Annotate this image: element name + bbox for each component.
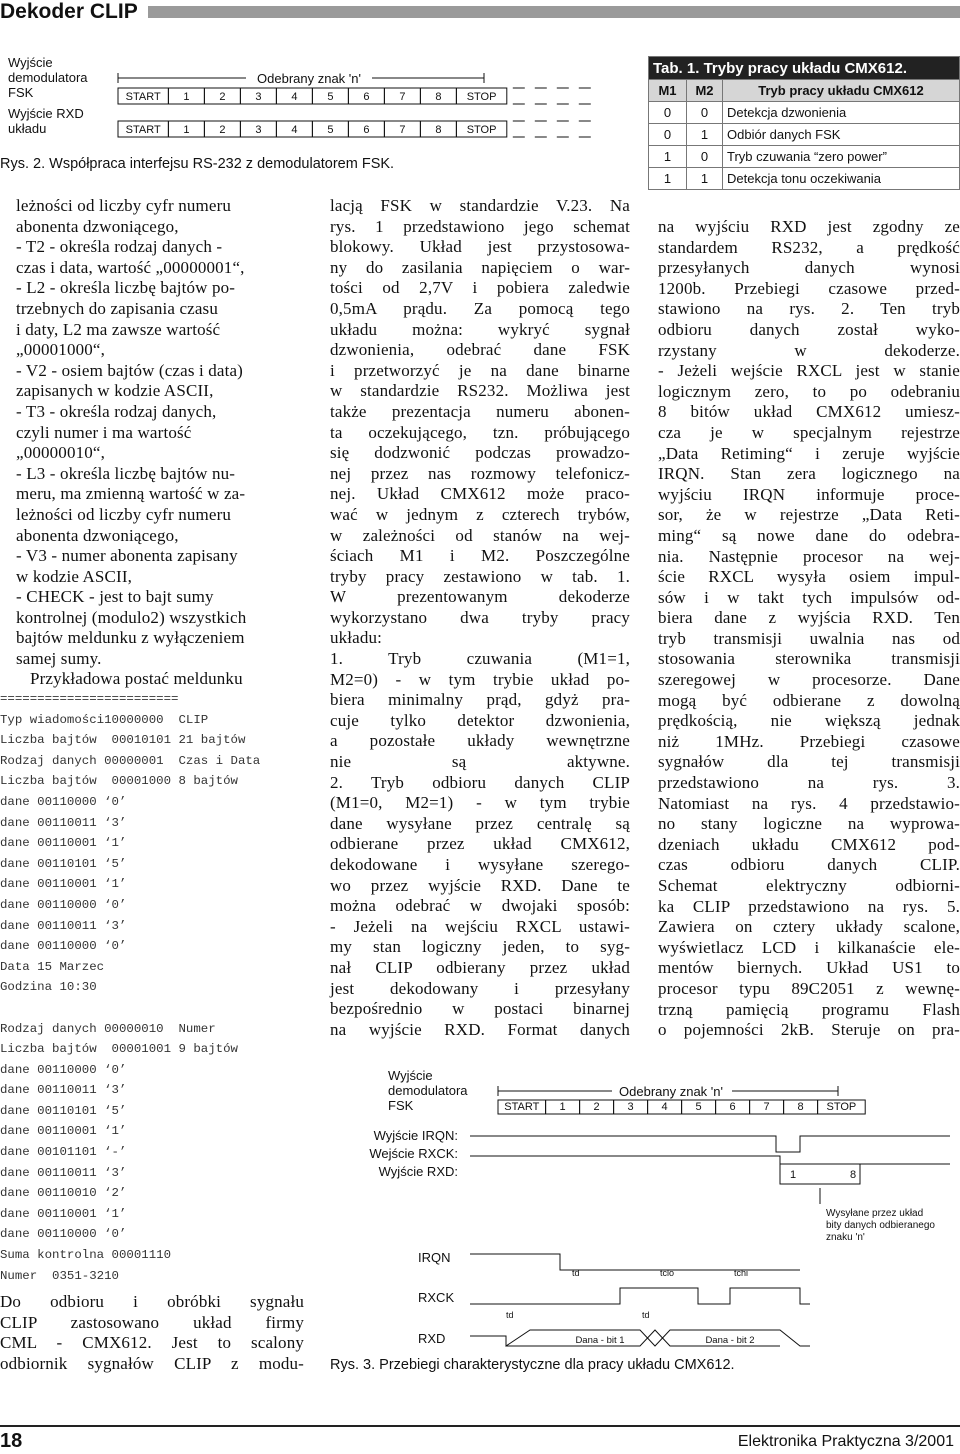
bit-cell-label: 7 xyxy=(399,91,406,103)
text-line: a pozostałe układy wewnętrzne xyxy=(330,731,630,751)
listing-line: Numer 0351-3210 xyxy=(0,1268,119,1283)
text-line: w zależności od stanów na wej- xyxy=(330,525,630,545)
bit-cell-label: 6 xyxy=(363,91,370,103)
text-line: nej przez nas rozmowy telefonicz- xyxy=(330,463,630,483)
listing-line: dane 00110000 ‘0’ xyxy=(0,1062,127,1077)
fig3-timing-rxck: RXCK xyxy=(418,1290,455,1305)
bit-cell-label: 6 xyxy=(729,1101,736,1113)
text-line: sów i w takt tych impulsów od- xyxy=(658,587,960,607)
fig3-label-demod-2: demodulatora xyxy=(388,1083,468,1098)
fig3-label-demod-3: FSK xyxy=(388,1098,414,1113)
text-line: zapisanych w kodzie ASCII, xyxy=(16,381,214,401)
text-line: leżności od liczby cyfr numeru xyxy=(16,504,232,524)
bit-cell-label: 5 xyxy=(327,124,334,136)
fig3-timing-irqn: IRQN xyxy=(418,1250,451,1265)
text-line: - V3 - numer abonenta zapisany xyxy=(16,546,238,566)
fig3-wave-rxck xyxy=(470,1156,950,1164)
fig3-sig-rxck: Wejście RXCK: xyxy=(369,1146,458,1161)
text-line: także prezentacja numeru abonen- xyxy=(330,401,630,421)
text-line: nie są aktywne. xyxy=(330,752,630,772)
text-line: - CHECK - jest to bajt sumy xyxy=(16,587,214,607)
text-line: 1200b. Przebiegi czasowe przed- xyxy=(658,278,960,298)
text-line: - L2 - określa liczbę bajtów po- xyxy=(16,278,236,298)
text-line: - T2 - określa rodzaj danych - xyxy=(16,237,223,257)
text-line: tryb transmisji uwalnia nas od xyxy=(658,628,960,648)
text-line: ny do zasilania napięciem o war- xyxy=(330,257,630,277)
fig2-caption: Rys. 2. Współpraca interfejsu RS-232 z demodulatorem FSK. xyxy=(0,156,395,172)
table-cell: 1 xyxy=(649,146,687,168)
text-line: Do odbioru i obróbki sygnału xyxy=(0,1292,304,1311)
bit-cell-label: 3 xyxy=(255,124,262,136)
text-line: „Data Retiming“ i zeruje wyjście xyxy=(658,443,960,463)
text-line: nał CLIP odbierany przez układ xyxy=(330,957,630,977)
fig3-timing-rxd: RXD xyxy=(418,1331,446,1346)
text-line: samej sumy. xyxy=(16,649,102,669)
table-1-caption: Tab. 1. Tryby pracy układu CMX612. xyxy=(649,57,960,80)
text-line: 1. Tryb czuwania (M1=1, xyxy=(330,649,630,669)
bit-cell-label: 2 xyxy=(219,124,226,136)
text-line: wyświetlacz LCD i kilkanaście ele- xyxy=(658,937,960,957)
text-line: na wyjście RXD. Format danych xyxy=(330,1019,630,1039)
listing-line: dane 00110011 ‘3’ xyxy=(0,815,127,830)
text-line: my stan logiczny jeden, to syg- xyxy=(330,937,630,957)
fig2-label-demod-1: Wyjście xyxy=(8,55,53,70)
table-cell: 0 xyxy=(687,102,723,124)
bit-cell-label: 7 xyxy=(399,124,406,136)
text-line: standardem RS232, a prędkość xyxy=(658,237,960,257)
listing-line xyxy=(0,998,320,1019)
text-line: procesor typu 89C2051 z wewnę- xyxy=(658,978,960,998)
fig3-rxd-bit-8: 8 xyxy=(850,1169,857,1181)
table-row xyxy=(649,124,960,146)
text-line: tości od 2,7V i pobiera zaledwie xyxy=(330,278,630,298)
fig3-row-demod xyxy=(498,1100,865,1114)
bit-cell-label: 1 xyxy=(183,91,190,103)
page-header-title: Dekoder CLIP xyxy=(0,0,138,23)
text-line: Natomiast na rys. 4 przedstawio- xyxy=(658,793,960,813)
fig3-note-1: Wysyłane przez układ xyxy=(826,1208,924,1219)
bit-cell-label: 2 xyxy=(219,91,226,103)
text-line: układu: xyxy=(330,628,383,648)
listing-line: dane 00110000 ‘0’ xyxy=(0,794,127,809)
text-line: stosowania sterownika transmisji xyxy=(658,649,960,669)
fig2-label-rxd-1: Wyjście RXD xyxy=(8,106,84,121)
text-line: odbierane przez układ CMX612, xyxy=(330,834,630,854)
text-line: CML - CMX612. Jest to scalony xyxy=(0,1333,304,1353)
text-line: tryby pracy zestawiono w tab. 1. xyxy=(330,566,630,586)
message-listing xyxy=(0,689,320,1286)
text-line: ście RXCL wysyła osiem impul- xyxy=(658,567,960,587)
text-line: Zawiera on cztery układy scalone, xyxy=(658,917,960,937)
text-line: bajtów meldunku z wyłączeniem xyxy=(16,628,245,648)
text-line: wać w jednym z czterech trybów, xyxy=(330,504,630,524)
text-line: stawiono na rys. 2. Ten tryb xyxy=(658,299,960,319)
text-line: M2=0) - w tym trybie układ po- xyxy=(330,669,630,689)
text-line: dane wysyłane przez centralę są xyxy=(330,813,630,833)
listing-line: Typ wiadomości10000000 CLIP xyxy=(0,712,209,727)
text-line: meru, ma zmienną wartość w za- xyxy=(16,484,246,504)
bit-cell-label: 4 xyxy=(661,1101,668,1113)
text-line: wykorzystano dwa tryby pracy xyxy=(330,607,630,627)
text-line: ka CLIP przedstawiono na rys. 5. xyxy=(658,896,960,916)
text-line: przesyłanych danych wynosi xyxy=(658,258,960,278)
fig2-label-rxd-2: układu xyxy=(8,121,47,136)
table-1-header-mode: Tryb pracy układu CMX612 xyxy=(723,80,960,102)
table-cell: 1 xyxy=(649,168,687,190)
text-line: przedstawiono na rys. 3. xyxy=(658,773,960,793)
fig2-label-demod-2: demodulatora xyxy=(8,70,88,85)
text-line: logicznym zero, to po odebraniu xyxy=(658,381,960,401)
text-line: czas i data, wartość „00000001“, xyxy=(16,257,245,277)
text-line: trzną pamięcią programu Flash xyxy=(658,999,960,1019)
bit-cell-label: 7 xyxy=(763,1101,770,1113)
text-line: CLIP zastosowano układ firmy xyxy=(0,1312,304,1332)
text-line: 0,5mA prądu. Za pomocą tego xyxy=(330,298,630,318)
table-cell: 1 xyxy=(687,168,723,190)
fig3-wave-irqn xyxy=(470,1136,950,1152)
text-line: niż 1MHz. Przebiegi czasowe xyxy=(658,731,960,751)
listing-line: Suma kontrolna 00001110 xyxy=(0,1248,172,1263)
listing-line: dane 00110001 ‘1’ xyxy=(0,1206,127,1221)
text-column-3 xyxy=(658,217,960,1041)
text-line: się dodzwonić podczas prowadzo- xyxy=(330,443,630,463)
listing-line: Rodzaj danych 00000010 Numer xyxy=(0,1021,216,1036)
text-line: prędkością, nie większą jednak xyxy=(658,711,960,731)
header-bar xyxy=(148,6,960,18)
listing-line: dane 00110101 ‘5’ xyxy=(0,1103,127,1118)
text-line: abonenta dzwoniącego, xyxy=(16,525,179,545)
figure-2-diagram xyxy=(0,40,600,180)
bit-cell-label: 2 xyxy=(593,1101,600,1113)
listing-line: dane 00110101 ‘5’ xyxy=(0,856,127,871)
text-line: - V2 - osiem bajtów (czas i data) xyxy=(16,360,243,380)
text-line: nia. Następnie procesor na wej- xyxy=(658,546,960,566)
text-line: wyjściu IRQN informuje proce- xyxy=(658,484,960,504)
fig3-t-tclo: tclo xyxy=(660,1268,675,1278)
text-line: ta oczekującego, tzn. próbującego xyxy=(330,422,630,442)
fig3-frame-title: Odebrany znak 'n' xyxy=(619,1084,723,1099)
bit-cell-label: 4 xyxy=(291,91,298,103)
text-line: abonenta dzwoniącego, xyxy=(16,216,179,236)
text-line: Schemat elektryczny odbiorni- xyxy=(658,876,960,895)
table-cell: 1 xyxy=(687,124,723,146)
text-line: na wyjściu RXD jest zgodny ze xyxy=(658,217,960,236)
fig3-sig-irqn: Wyjście IRQN: xyxy=(373,1128,458,1143)
fig3-t-td2: td xyxy=(506,1310,514,1320)
bit-cell-label: 1 xyxy=(183,124,190,136)
fig3-label-demod-1: Wyjście xyxy=(388,1068,433,1083)
listing-line: dane 00110010 ‘2’ xyxy=(0,1186,127,1201)
listing-line: Data 15 Marzec xyxy=(0,959,105,974)
fig3-timing-wave-irqn xyxy=(470,1254,800,1270)
fig3-rxd-bit-1: 1 xyxy=(790,1169,797,1181)
fig3-bit-2: Dana - bit 2 xyxy=(705,1335,755,1346)
bit-cell-label: 6 xyxy=(363,124,370,136)
text-line: bezpośrednio w postaci binarnej xyxy=(330,999,630,1019)
text-line: 2. Tryb odbioru danych CLIP xyxy=(330,772,630,792)
bit-cell-label: 3 xyxy=(627,1101,634,1113)
text-column-1 xyxy=(16,196,306,670)
text-line: rzystany w dekoderze. xyxy=(658,340,960,360)
text-line: ściach M1 i M2. Poszczególne xyxy=(330,546,630,566)
bit-cell-label: STOP xyxy=(466,124,497,136)
text-line: lacją FSK w standardzie V.23. Na xyxy=(330,196,630,215)
bit-cell-label: START xyxy=(125,91,161,103)
text-line: kontrolnej (modulo2) wszystkich xyxy=(16,607,247,627)
fig3-note-3: znaku 'n' xyxy=(826,1232,865,1243)
text-line: - L3 - określa liczbę bajtów nu- xyxy=(16,463,236,483)
text-line: w kodzie ASCII, xyxy=(16,566,133,586)
listing-line: dane 00110001 ‘1’ xyxy=(0,877,127,892)
text-column-2 xyxy=(330,196,630,1040)
table-cell: 0 xyxy=(649,102,687,124)
text-column-1-tail xyxy=(0,1292,304,1374)
text-line: układu można: wykryć sygnał xyxy=(330,319,630,339)
table-cell: Detekcja dzwonienia xyxy=(723,102,960,124)
text-line: „00000010“, xyxy=(16,443,105,463)
text-line: - T3 - określa rodzaj danych, xyxy=(16,401,217,421)
bit-cell-label: 3 xyxy=(255,91,262,103)
text-line: odbiornik sygnałów CLIP z modu- xyxy=(0,1353,304,1373)
figure-3 xyxy=(330,1064,960,1384)
listing-line: dane 00110001 ‘1’ xyxy=(0,836,127,851)
text-line: leżności od liczby cyfr numeru xyxy=(16,196,232,215)
listing-line: Liczba bajtów 00001000 8 bajtów xyxy=(0,774,238,789)
text-line: dekodowane i wysyłane szerego- xyxy=(330,855,630,874)
text-line: nej. Układ CMX612 może praco- xyxy=(330,484,630,504)
text-line: blokowy. Układ jest przystosowa- xyxy=(330,237,630,257)
figure-3-diagram xyxy=(330,1064,960,1384)
text-line: biera minimalny prąd, gdyż pra- xyxy=(330,690,630,710)
text-line: w standardzie RS232. Możliwa jest xyxy=(330,381,630,401)
fig2-row-demod xyxy=(118,88,591,104)
listing-intro-text: Przykładowa postać meldunku xyxy=(30,669,243,688)
table-cell: 0 xyxy=(649,124,687,146)
listing-intro xyxy=(30,669,310,690)
table-row xyxy=(649,102,960,124)
bit-cell-label: START xyxy=(504,1101,540,1113)
text-line: cuje tylko detektor dzwonienia, xyxy=(330,710,630,730)
bit-cell-label: 5 xyxy=(327,91,334,103)
bit-cell-label: START xyxy=(125,124,161,136)
text-line: rys. 1 przedstawiono jego schemat xyxy=(330,216,630,236)
text-line: szeregowej w procesorze. Dane xyxy=(658,670,960,690)
fig3-caption: Rys. 3. Przebiegi charakterystyczne dla pracy układu CMX612. xyxy=(330,1357,735,1373)
bit-cell-label: STOP xyxy=(466,91,497,103)
table-1-header-m2: M2 xyxy=(687,80,723,102)
table-cell: 0 xyxy=(687,146,723,168)
fig3-t-td1: td xyxy=(572,1268,580,1278)
text-line: no stany logiczne na wyprowa- xyxy=(658,814,960,834)
journal-name: Elektronika Praktyczna 3/2001 xyxy=(737,1433,954,1450)
text-line: W prezentowanym dekoderze xyxy=(330,587,630,607)
table-cell: Odbiór danych FSK xyxy=(723,124,960,146)
listing-line: Liczba bajtów 00010101 21 bajtów xyxy=(0,733,246,748)
bit-cell-label: 5 xyxy=(695,1101,702,1113)
listing-line: dane 00110001 ‘1’ xyxy=(0,1124,127,1139)
listing-line: dane 00110011 ‘3’ xyxy=(0,1083,127,1098)
table-cell: Tryb czuwania “zero power” xyxy=(723,146,960,168)
text-line: trzebnych do zapisania czasu xyxy=(16,298,218,318)
text-line: - Jeżeli na wejściu RXCL ustawi- xyxy=(330,916,630,936)
figure-2 xyxy=(0,40,600,180)
text-line: mogą być odbierane z dowolną xyxy=(658,690,960,710)
fig2-row-rxd xyxy=(118,121,591,137)
fig2-label-demod-3: FSK xyxy=(8,85,34,100)
text-line: czas odbioru danych CLIP. xyxy=(658,855,960,875)
text-line: mentów biernych. Układ US1 to xyxy=(658,958,960,978)
bit-cell-label: STOP xyxy=(826,1101,857,1113)
fig3-bit-1: Dana - bit 1 xyxy=(575,1335,625,1346)
text-line: dzwonienia, odebrać dane FSK xyxy=(330,340,630,360)
text-line: i daty, L2 ma zawsze wartość xyxy=(16,319,221,339)
text-line: czyli numer i ma wartość xyxy=(16,422,192,442)
text-line: można odebrać w dwojaki sposób: xyxy=(330,896,630,916)
fig3-t-td3: td xyxy=(642,1310,650,1320)
bit-cell-label: 1 xyxy=(559,1101,566,1113)
text-line: ming“ są nowe dane do odebra- xyxy=(658,525,960,545)
text-line: IRQN. Stan zera logicznego na xyxy=(658,464,960,484)
listing-line: dane 00101101 ‘-’ xyxy=(0,1145,127,1160)
listing-line: ======================== xyxy=(0,692,179,706)
text-line: biera dane z wyjścia RXD. Ten xyxy=(658,608,960,628)
listing-line: dane 00110000 ‘0’ xyxy=(0,939,127,954)
fig3-note-2: bity danych odbieranego xyxy=(826,1220,935,1231)
footer-rule xyxy=(0,1425,960,1427)
listing-line: dane 00110011 ‘3’ xyxy=(0,1165,127,1180)
listing-line: Liczba bajtów 00001001 9 bajtów xyxy=(0,1042,238,1057)
text-line: „00001000“, xyxy=(16,340,105,360)
fig3-timing-wave-rxd xyxy=(470,1330,810,1346)
fig3-t-tchi: tchi xyxy=(734,1268,749,1278)
table-cell: Detekcja tonu oczekiwania xyxy=(723,168,960,190)
text-line: jest dekodowany i przesyłany xyxy=(330,978,630,998)
bit-cell-label: 8 xyxy=(435,91,442,103)
text-line: dzeniach układu CMX612 pod- xyxy=(658,834,960,854)
fig3-sig-rxd: Wyjście RXD: xyxy=(378,1164,458,1179)
table-row xyxy=(649,146,960,168)
bit-cell-label: 8 xyxy=(435,124,442,136)
page-number: 18 xyxy=(0,1430,23,1452)
text-line: odbioru danych został wyko- xyxy=(658,319,960,339)
text-line: (M1=0, M2=1) - w tym trybie xyxy=(330,793,630,813)
bit-cell-label: 4 xyxy=(291,124,298,136)
listing-line: dane 00110000 ‘0’ xyxy=(0,1227,127,1242)
listing-line: Godzina 10:30 xyxy=(0,980,97,995)
fig3-timing-wave-rxck xyxy=(470,1288,810,1304)
text-line: wo przez wyjście RXD. Dane te xyxy=(330,875,630,895)
text-line: o pojemności 2kB. Steruje on pra- xyxy=(658,1020,960,1040)
text-line: 8 bitów układ CMX612 umiesz- xyxy=(658,402,960,422)
text-line: sygnałów dla tej transmisji xyxy=(658,752,960,772)
fig2-frame-title: Odebrany znak 'n' xyxy=(257,71,361,86)
text-line: i przetworzyć je na dane binarne xyxy=(330,360,630,380)
table-1 xyxy=(648,56,960,190)
listing-line: dane 00110000 ‘0’ xyxy=(0,897,127,912)
table-1-header-m1: M1 xyxy=(649,80,687,102)
text-line: sor, że w rejestrze „Data Reti- xyxy=(658,505,960,525)
bit-cell-label: 8 xyxy=(797,1101,804,1113)
table-row xyxy=(649,168,960,190)
listing-line: Rodzaj danych 00000001 Czas i Data xyxy=(0,753,261,768)
listing-line: dane 00110011 ‘3’ xyxy=(0,918,127,933)
text-line: - Jeżeli wejście RXCL jest w stanie xyxy=(658,361,960,381)
text-line: cza je w specjalnym rejestrze xyxy=(658,422,960,442)
